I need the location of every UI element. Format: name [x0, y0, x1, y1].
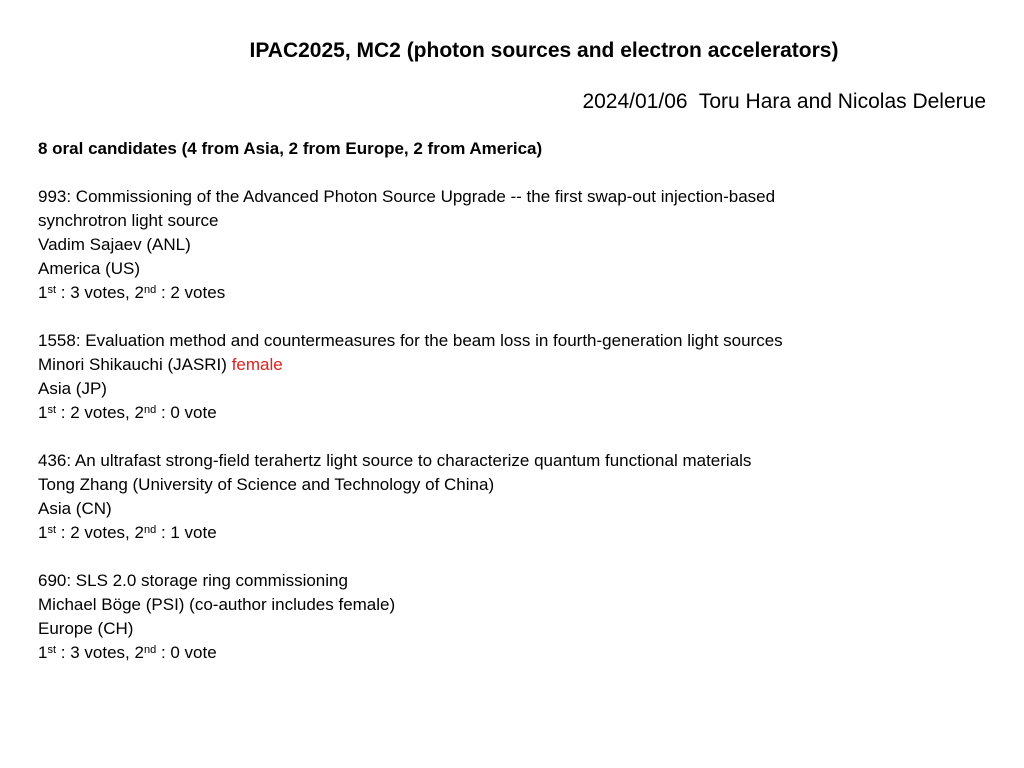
first-rank-suffix: st: [47, 404, 57, 416]
first-rank-votes: : 2 votes: [60, 403, 126, 422]
candidate-speaker-line: [38, 353, 998, 377]
candidate-title: 993: Commissioning of the Advanced Photon Source Upgrade -- the first swap-out injection-based: [38, 187, 776, 206]
vote-separator: ,: [125, 523, 135, 542]
spacer: [38, 425, 998, 449]
spacer: [38, 305, 998, 329]
first-rank-suffix: st: [47, 284, 57, 296]
first-rank-number: 1: [38, 643, 48, 662]
candidate-block: [38, 329, 998, 425]
candidate-block: [38, 185, 998, 305]
vote-separator: ,: [125, 403, 135, 422]
candidates-body: [38, 137, 998, 665]
second-rank-votes: : 0 vote: [160, 403, 217, 422]
candidate-title: 1558: Evaluation method and countermeasures for the beam loss in fourth-generation light sources: [38, 331, 783, 350]
candidate-votes: [38, 641, 998, 665]
candidate-votes: [38, 521, 998, 545]
candidate-speaker: Tong Zhang (University of Science and Technology of China): [38, 475, 495, 494]
candidate-block: [38, 569, 998, 665]
candidate-speaker: Vadim Sajaev (ANL): [38, 235, 191, 254]
candidate-speaker: Minori Shikauchi (JASRI): [38, 355, 227, 374]
second-rank-number: 2: [134, 283, 144, 302]
candidate-region: Asia (CN): [38, 499, 112, 518]
first-rank-votes: : 2 votes: [60, 523, 126, 542]
vote-separator: ,: [125, 643, 135, 662]
first-rank-votes: : 3 votes: [60, 643, 126, 662]
first-rank-suffix: st: [47, 644, 57, 656]
candidate-title: 436: An ultrafast strong-field terahertz light source to characterize quantum functional materials: [38, 451, 752, 470]
female-note: female: [231, 355, 283, 374]
candidate-region: Asia (JP): [38, 379, 107, 398]
date: 2024/01/06: [582, 90, 688, 113]
first-rank-number: 1: [38, 523, 48, 542]
candidate-votes: [38, 401, 998, 425]
summary-line: 8 oral candidates (4 from Asia, 2 from Europe, 2 from America): [38, 139, 543, 158]
first-rank-suffix: st: [47, 524, 57, 536]
candidate-region: America (US): [38, 259, 141, 278]
second-rank-votes: : 1 vote: [160, 523, 217, 542]
second-rank-votes: : 0 vote: [160, 643, 217, 662]
authors: Toru Hara and Nicolas Delerue: [698, 90, 986, 113]
second-rank-number: 2: [134, 523, 144, 542]
candidate-title: 690: SLS 2.0 storage ring commissioning: [38, 571, 348, 590]
second-rank-votes: : 2 votes: [160, 283, 226, 302]
second-rank-suffix: nd: [143, 524, 157, 536]
candidate-title-continued: synchrotron light source: [38, 211, 219, 230]
slide-title: IPAC2025, MC2 (photon sources and electron accelerators): [249, 39, 839, 62]
second-rank-suffix: nd: [143, 404, 157, 416]
second-rank-number: 2: [134, 643, 144, 662]
candidate-speaker: Michael Böge (PSI) (co-author includes female): [38, 595, 396, 614]
date-authors-line: [582, 90, 986, 114]
second-rank-suffix: nd: [143, 284, 157, 296]
second-rank-number: 2: [134, 403, 144, 422]
vote-separator: ,: [125, 283, 135, 302]
second-rank-suffix: nd: [143, 644, 157, 656]
candidate-votes: [38, 281, 998, 305]
first-rank-votes: : 3 votes: [60, 283, 126, 302]
first-rank-number: 1: [38, 403, 48, 422]
first-rank-number: 1: [38, 283, 48, 302]
spacer: [38, 161, 998, 185]
candidate-block: [38, 449, 998, 545]
spacer: [38, 545, 998, 569]
candidate-region: Europe (CH): [38, 619, 134, 638]
